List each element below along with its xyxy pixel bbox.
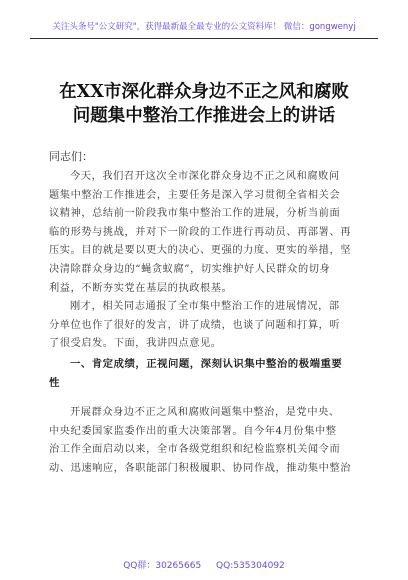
qq-text: QQ:535304092 xyxy=(216,561,285,571)
text-line: 动、迅速响应，各职能部门积极履职、协同作战，推动集中整治 xyxy=(49,462,352,474)
text-line: 治工作全面启动以来，全市各级党组织和纪检监察机关闻令而 xyxy=(49,444,341,456)
text-line: 决清除群众身边的“蝇贪蚁腐”，切实维护好人民群众的切身 xyxy=(49,263,331,275)
text-line: 开展群众身边不正之风和腐败问题集中整治，是党中央、 xyxy=(70,407,340,418)
paragraph-3 xyxy=(49,404,365,478)
text-line: 压实。目的就是要以更大的决心、更强的力度、更实的举措，坚 xyxy=(49,245,352,257)
header-divider xyxy=(30,38,378,39)
salutation: 同志们： xyxy=(49,150,93,163)
text-line: 议精神，总结前一阶段我市集中整治工作的进展，分析当前面 xyxy=(49,208,341,220)
text-line: 分单位也作了很好的发言，讲了成绩，也谈了问题和打算，听 xyxy=(49,319,341,331)
text-line: 中央纪委国家监委作出的重大决策部署。自今年4月份集中整 xyxy=(49,425,337,437)
footer-contact xyxy=(0,558,408,571)
text-line: 利益，不断夯实党在基层的执政根基。 xyxy=(49,282,233,294)
heading-line: 一、肯定成绩，正视问题，深刻认识集中整治的极端重要 xyxy=(70,358,343,370)
section-heading-1 xyxy=(49,355,365,392)
paragraph-1 xyxy=(49,168,365,298)
text-line: 了很受启发。下面，我讲四点意见。 xyxy=(49,338,222,350)
title-line-2: 问题集中整治工作推进会上的讲话 xyxy=(72,106,336,126)
document-title xyxy=(30,80,378,128)
text-line: 刚才，相关同志通报了全市集中整治工作的进展情况，部 xyxy=(70,301,340,312)
title-line-1: 在XX市深化群众身边不正之风和腐败 xyxy=(59,82,349,102)
header-promo-note: 关注头条号"公文研究"，获得最新最全最专业的公文资料库！ 微信：gongwenyj xyxy=(52,22,356,32)
heading-line: 性 xyxy=(49,376,60,389)
text-line: 临的形势与挑战，并对下一阶段的工作进行再动员、再部署、再 xyxy=(49,226,352,238)
text-line: 题集中整治工作推进会，主要任务是深入学习贯彻全省相关会 xyxy=(49,189,341,201)
qq-group-text: QQ群：30265665 xyxy=(123,561,202,571)
paragraph-2 xyxy=(49,298,365,354)
text-line: 今天，我们召开这次全市深化群众身边不正之风和腐败问 xyxy=(70,171,340,182)
